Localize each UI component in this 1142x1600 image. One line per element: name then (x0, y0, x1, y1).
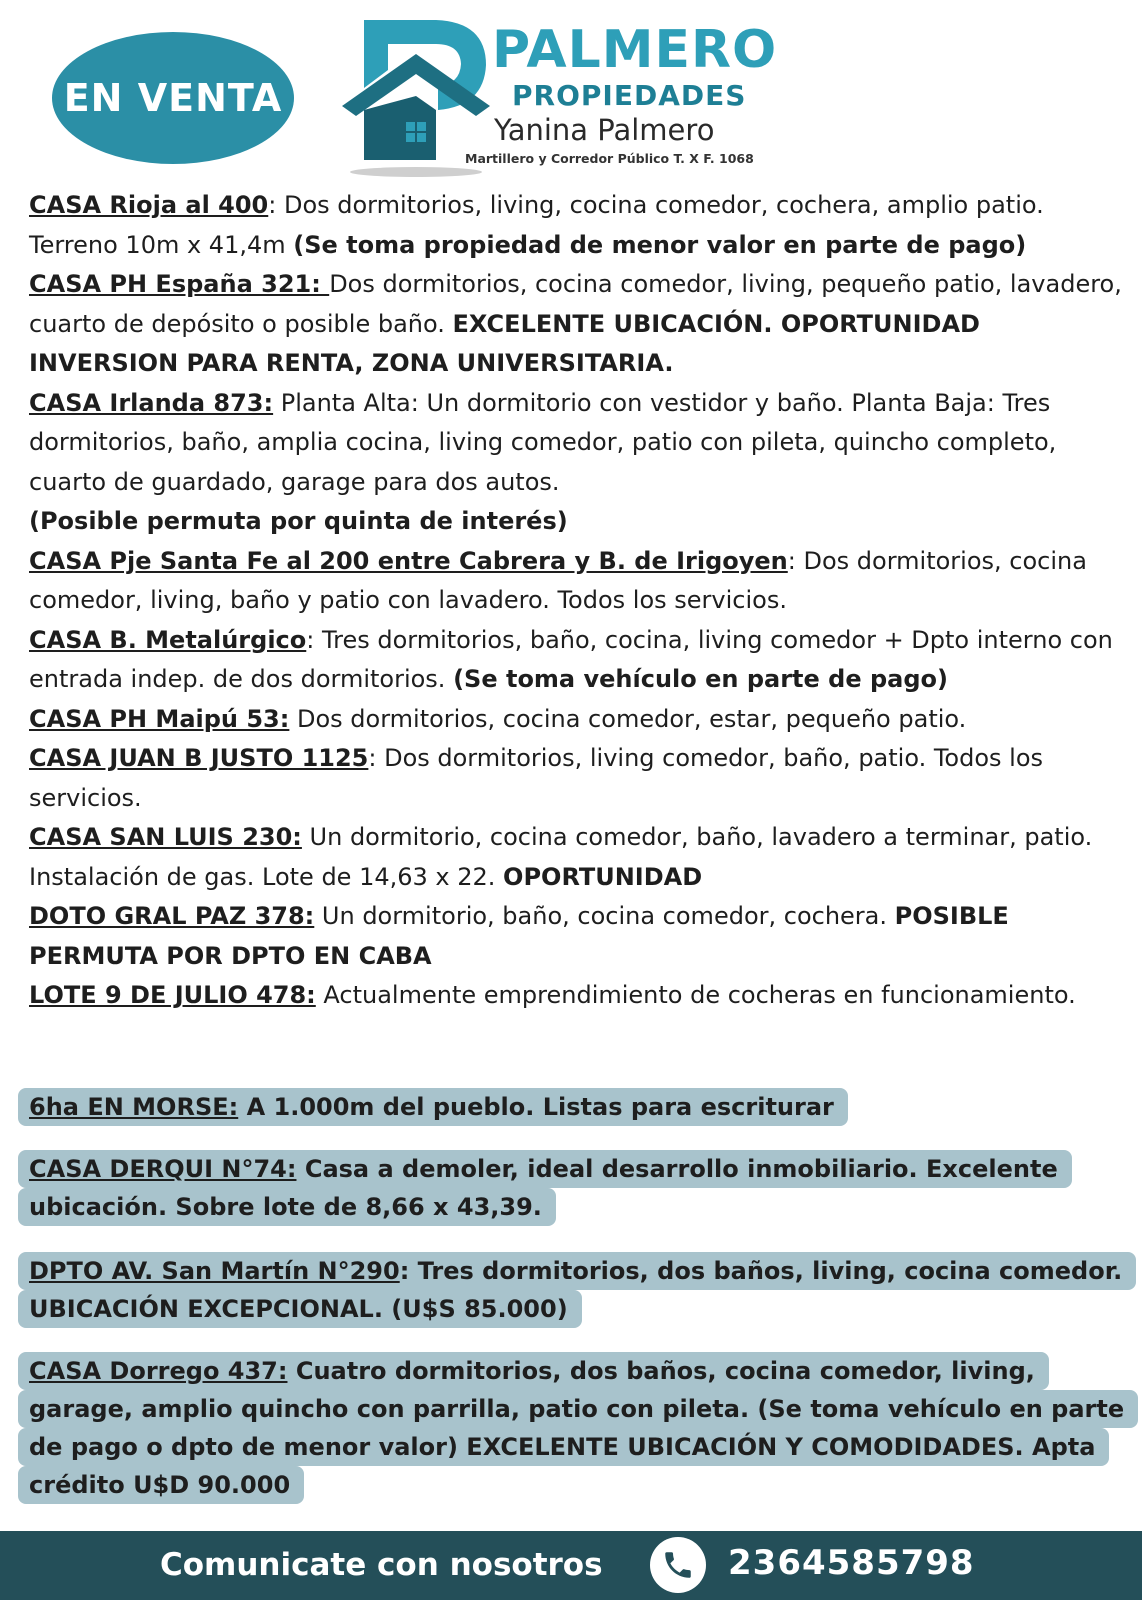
highlight-title: DPTO AV. San Martín N°290 (29, 1257, 400, 1285)
listing-text: : Dos dormitorios, living, cocina comedor, cochera, amplio patio. Terreno 10m x 41,4m (29, 191, 1044, 259)
listing (29, 739, 1127, 818)
listing (29, 818, 1127, 897)
listing-title: CASA B. Metalúrgico (29, 625, 307, 654)
listing-title: CASA PH España 321: (29, 270, 330, 298)
listing-title: CASA PH Maipú 53: (29, 704, 290, 733)
listing (29, 384, 1127, 542)
listing-text: Un dormitorio, baño, cocina comedor, cochera. (314, 902, 895, 930)
listing (29, 621, 1127, 700)
listing-title: CASA Rioja al 400 (29, 191, 269, 219)
listing-note: EXCELENTE UBICACIÓN. OPORTUNIDAD INVERSION PARA RENTA, ZONA UNIVERSITARIA. (29, 309, 980, 377)
listing-title: DOTO GRAL PAZ 378: (29, 902, 315, 930)
for-sale-badge (52, 32, 294, 164)
phone-number[interactable]: 2364585798 (728, 1543, 975, 1583)
listing-text: Planta Alta: Un dormitorio con vestidor y baño. Planta Baja: Tres dormitorios, baño, amplia cocina, living comedor, patio con pileta, quincho completo, cuarto de guardado, garage para dos autos. (29, 388, 1057, 496)
highlight-line: CASA DERQUI N°74: Casa a demoler, ideal desarrollo inmobiliario. Excelente (18, 1150, 1072, 1188)
listing-text: Actualmente emprendimiento de cocheras en funcionamiento. (315, 981, 1076, 1009)
listing-text: Un dormitorio, cocina comedor, baño, lavadero a terminar, patio. Instalación de gas. Lote de 14,63 x 22. (29, 823, 1093, 891)
listing (29, 976, 1127, 1016)
highlight-title: 6ha EN MORSE: (29, 1093, 239, 1121)
listing (29, 265, 1127, 384)
highlight-title: CASA Dorrego 437: (29, 1357, 288, 1385)
listing-note: (Se toma propiedad de menor valor en parte de pago) (293, 230, 1027, 259)
listings (29, 186, 1127, 1016)
highlight-title: CASA DERQUI N°74: (29, 1155, 297, 1183)
listing-title: CASA Irlanda 873: (29, 388, 274, 417)
highlight-line: crédito U$D 90.000 (18, 1466, 304, 1504)
listing-title: LOTE 9 DE JULIO 478: (29, 981, 316, 1009)
header (0, 0, 1142, 180)
listing-text: Dos dormitorios, cocina comedor, living, pequeño patio, lavadero, cuarto de depósito o posible baño. (29, 270, 1122, 338)
agent-name: Yanina Palmero (494, 113, 715, 147)
listing-note: (Se toma vehículo en parte de pago) (453, 665, 948, 693)
listing (29, 542, 1127, 621)
for-sale-label: EN VENTA (63, 76, 283, 120)
highlight-listing (18, 1150, 1072, 1226)
listing (29, 186, 1127, 265)
listing-title: CASA JUAN B JUSTO 1125 (29, 744, 369, 772)
listing-note: (Posible permuta por quinta de interés) (29, 507, 568, 535)
highlight-listing (18, 1352, 1138, 1504)
contact-cta: Comunicate con nosotros (160, 1547, 603, 1583)
brand-subtitle: PROPIEDADES (512, 79, 747, 112)
phone-handset-icon (661, 1548, 695, 1582)
listing-text: Dos dormitorios, cocina comedor, estar, pequeño patio. (289, 704, 967, 733)
highlight-line: 6ha EN MORSE: A 1.000m del pueblo. Listas para escriturar (18, 1088, 848, 1126)
contact-footer (0, 1531, 1142, 1600)
highlight-line: de pago o dpto de menor valor) EXCELENTE UBICACIÓN Y COMODIDADES. Apta (18, 1428, 1109, 1466)
listing-note: POSIBLE PERMUTA POR DPTO EN CABA (29, 902, 1009, 970)
highlight-line: CASA Dorrego 437: Cuatro dormitorios, dos baños, cocina comedor, living, (18, 1352, 1049, 1390)
listing-note: OPORTUNIDAD (503, 862, 703, 891)
listing (29, 700, 1127, 740)
listing (29, 897, 1127, 976)
highlight-line: UBICACIÓN EXCEPCIONAL. (U$S 85.000) (18, 1290, 582, 1328)
highlight-line: garage, amplio quincho con parrilla, patio con pileta. (Se toma vehículo en parte (18, 1390, 1138, 1428)
highlight-line: DPTO AV. San Martín N°290: Tres dormitorios, dos baños, living, cocina comedor. (18, 1252, 1136, 1290)
brand-name: PALMERO (492, 20, 778, 80)
highlight-line: ubicación. Sobre lote de 8,66 x 43,39. (18, 1188, 556, 1226)
listing-text: : Dos dormitorios, cocina comedor, living, baño y patio con lavadero. Todos los servicios. (29, 546, 1087, 614)
listing-title: CASA Pje Santa Fe al 200 entre Cabrera y B. de Irigoyen (29, 546, 788, 575)
listing-title: CASA SAN LUIS 230: (29, 823, 302, 851)
highlight-listing (18, 1252, 1136, 1328)
agent-license: Martillero y Corredor Público T. X F. 1068 (465, 151, 754, 166)
listing-text: : Tres dormitorios, baño, cocina, living comedor + Dpto interno con entrada indep. de dos dormitorios. (29, 625, 1113, 693)
highlight-listing (18, 1088, 848, 1126)
phone-icon[interactable] (650, 1537, 706, 1593)
listing-text: : Dos dormitorios, living comedor, baño, patio. Todos los servicios. (29, 744, 1044, 812)
